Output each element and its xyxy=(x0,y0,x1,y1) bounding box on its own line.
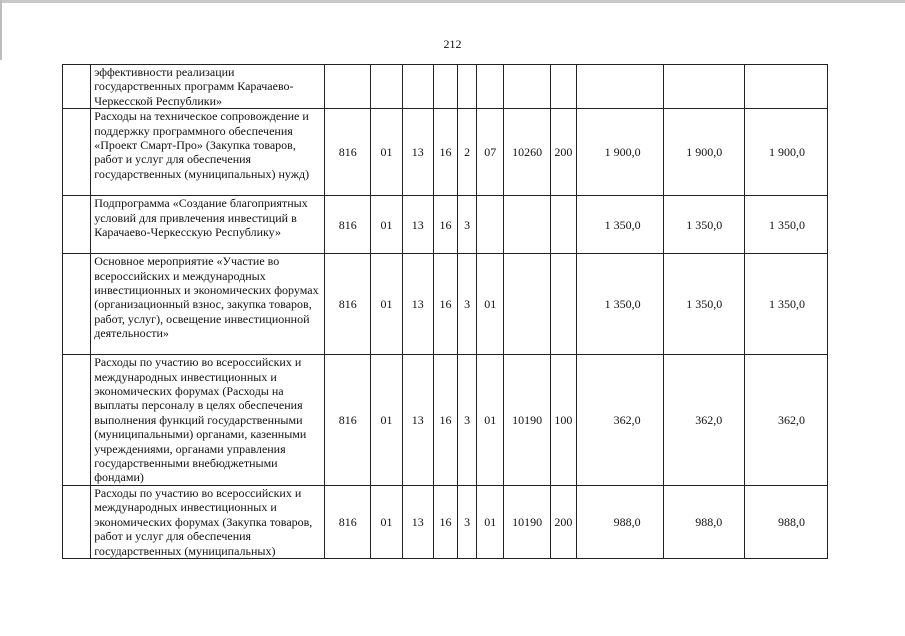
program-code-cell: 16 xyxy=(433,254,457,355)
section-code-cell: 01 xyxy=(371,109,402,196)
expense-name-cell: Основное мероприятие «Участие во всероссийских и международных инвестиционных и экономических форумах (организационный взнос, закупка товаров, работ, услуг), освещение инвестиционной деятельности» xyxy=(91,254,325,355)
subprogram-code-cell: 3 xyxy=(458,196,477,254)
direction-code-cell: 10260 xyxy=(504,109,550,196)
event-code-cell xyxy=(477,65,504,109)
section-code-cell: 01 xyxy=(371,485,402,558)
event-code-cell: 01 xyxy=(477,485,504,558)
direction-code-cell: 10190 xyxy=(504,485,550,558)
expense-name-cell: эффективности реализации государственных программ Карачаево-Черкесской Республики» xyxy=(91,65,325,109)
expense-type-cell xyxy=(550,254,576,355)
subprogram-code-cell: 3 xyxy=(458,485,477,558)
expense-type-cell: 200 xyxy=(550,109,576,196)
amount-year-2-cell: 1 350,0 xyxy=(663,254,745,355)
scan-top-edge xyxy=(0,0,905,3)
subprogram-code-cell: 3 xyxy=(458,254,477,355)
ministry-code-cell: 816 xyxy=(325,355,371,486)
program-code-cell xyxy=(433,65,457,109)
amount-year-3-cell: 988,0 xyxy=(745,485,828,558)
expense-type-cell: 200 xyxy=(550,485,576,558)
ministry-code-cell: 816 xyxy=(325,254,371,355)
event-code-cell xyxy=(477,196,504,254)
table-row xyxy=(63,65,828,109)
expense-type-cell xyxy=(550,196,576,254)
budget-table xyxy=(62,64,828,559)
program-code-cell: 16 xyxy=(433,196,457,254)
amount-year-1-cell: 988,0 xyxy=(576,485,663,558)
amount-year-1-cell: 1 900,0 xyxy=(576,109,663,196)
amount-year-2-cell: 1 350,0 xyxy=(663,196,745,254)
event-code-cell: 01 xyxy=(477,355,504,486)
subprogram-code-cell xyxy=(458,65,477,109)
amount-year-1-cell: 362,0 xyxy=(576,355,663,486)
row-index-cell xyxy=(63,196,91,254)
expense-type-cell: 100 xyxy=(550,355,576,486)
ministry-code-cell xyxy=(325,65,371,109)
ministry-code-cell: 816 xyxy=(325,109,371,196)
table-row xyxy=(63,355,828,486)
table-row xyxy=(63,109,828,196)
section-code-cell: 01 xyxy=(371,355,402,486)
amount-year-3-cell: 1 350,0 xyxy=(745,196,828,254)
amount-year-3-cell: 1 900,0 xyxy=(745,109,828,196)
row-index-cell xyxy=(63,109,91,196)
table-row xyxy=(63,196,828,254)
expense-type-cell xyxy=(550,65,576,109)
amount-year-1-cell: 1 350,0 xyxy=(576,196,663,254)
direction-code-cell xyxy=(504,254,550,355)
program-code-cell: 16 xyxy=(433,109,457,196)
subprogram-code-cell: 3 xyxy=(458,355,477,486)
expense-name-cell: Расходы на техническое сопровождение и поддержку программного обеспечения «Проект Смарт-Про» (Закупка товаров, работ и услуг для обеспечения государственных (муниципальных) нужд) xyxy=(91,109,325,196)
subsection-code-cell: 13 xyxy=(402,196,433,254)
amount-year-3-cell: 1 350,0 xyxy=(745,254,828,355)
subsection-code-cell: 13 xyxy=(402,254,433,355)
ministry-code-cell: 816 xyxy=(325,485,371,558)
amount-year-2-cell: 362,0 xyxy=(663,355,745,486)
subprogram-code-cell: 2 xyxy=(458,109,477,196)
ministry-code-cell: 816 xyxy=(325,196,371,254)
direction-code-cell: 10190 xyxy=(504,355,550,486)
section-code-cell: 01 xyxy=(371,196,402,254)
subsection-code-cell xyxy=(402,65,433,109)
subsection-code-cell: 13 xyxy=(402,485,433,558)
subsection-code-cell: 13 xyxy=(402,109,433,196)
table-row xyxy=(63,254,828,355)
program-code-cell: 16 xyxy=(433,355,457,486)
direction-code-cell xyxy=(504,196,550,254)
expense-name-cell: Расходы по участию во всероссийских и международных инвестиционных и экономических форумах (Расходы на выплаты персоналу в целях обеспечения выполнения функций государственными (муниципальными) органами, казенными учреждениями, органами управления государственными внебюджетными фондами) xyxy=(91,355,325,486)
expense-name-cell: Подпрограмма «Создание благоприятных условий для привлечения инвестиций в Карачаево-Черкесскую Республику» xyxy=(91,196,325,254)
direction-code-cell xyxy=(504,65,550,109)
section-code-cell: 01 xyxy=(371,254,402,355)
amount-year-2-cell: 988,0 xyxy=(663,485,745,558)
amount-year-1-cell: 1 350,0 xyxy=(576,254,663,355)
event-code-cell: 07 xyxy=(477,109,504,196)
page-number: 212 xyxy=(443,37,462,51)
subsection-code-cell: 13 xyxy=(402,355,433,486)
amount-year-3-cell xyxy=(745,65,828,109)
amount-year-1-cell xyxy=(576,65,663,109)
program-code-cell: 16 xyxy=(433,485,457,558)
expense-name-cell: Расходы по участию во всероссийских и международных инвестиционных и экономических форумах (Закупка товаров, работ и услуг для обеспечения государственных (муниципальных) xyxy=(91,485,325,558)
amount-year-2-cell xyxy=(663,65,745,109)
amount-year-2-cell: 1 900,0 xyxy=(663,109,745,196)
row-index-cell xyxy=(63,254,91,355)
table-row xyxy=(63,485,828,558)
row-index-cell xyxy=(63,355,91,486)
event-code-cell: 01 xyxy=(477,254,504,355)
section-code-cell xyxy=(371,65,402,109)
amount-year-3-cell: 362,0 xyxy=(745,355,828,486)
row-index-cell xyxy=(63,65,91,109)
row-index-cell xyxy=(63,485,91,558)
